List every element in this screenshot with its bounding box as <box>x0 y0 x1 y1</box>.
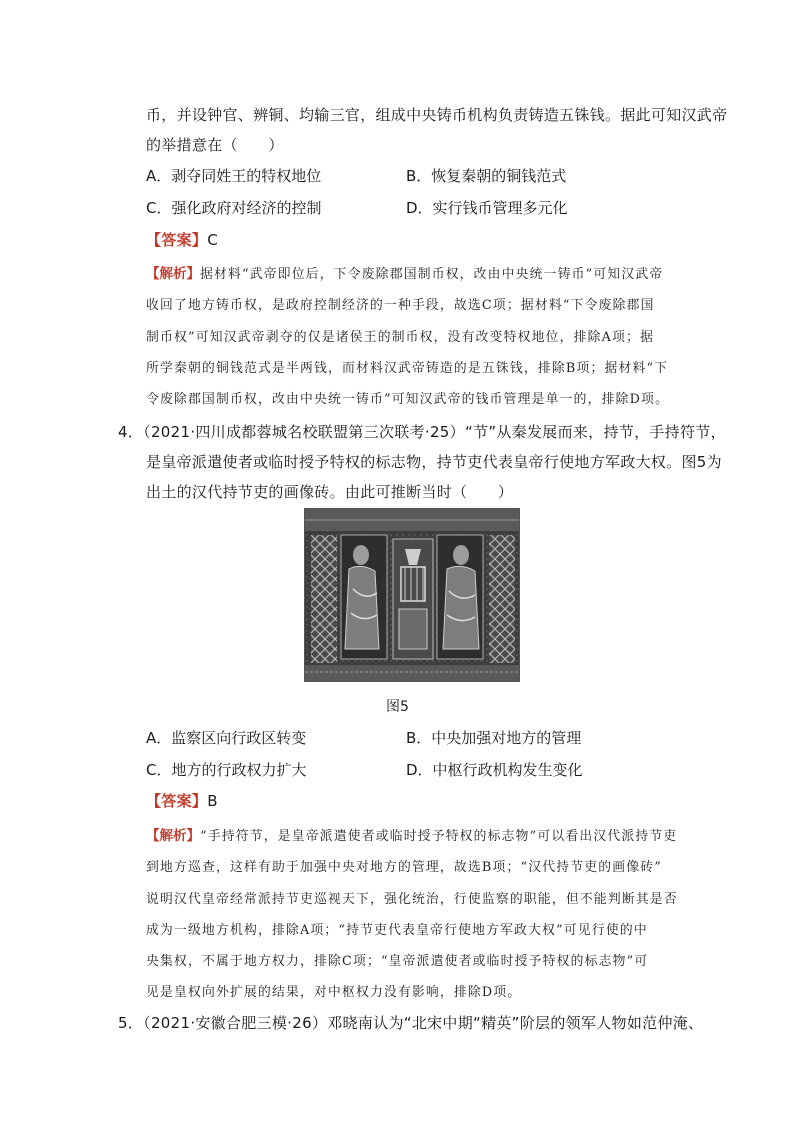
q3-option-c: C．强化政府对经济的控制 <box>146 199 322 217</box>
answer-tag: 【答案】 <box>146 231 208 249</box>
q3-explanation-line-1 <box>146 262 663 282</box>
q3-stem-line-1: 币，并设钟官、辨铜、均输三官，组成中央铸币机构负责铸造五铢钱。据此可知汉武帝 <box>146 106 728 124</box>
q4-stem-line-2: 是皇帝派遣使者或临时授予特权的标志物，持节吏代表皇帝行使地方军政大权。图5为 <box>146 453 722 471</box>
explanation-text: 据材料“武帝即位后，下令废除郡国制币权，改由中央统一铸币”可知汉武帝 <box>200 267 664 282</box>
q4-explanation-line-5: 央集权，不属于地方权力，排除C项；“皇帝派遣使者或临时授予特权的标志物”可 <box>146 954 649 969</box>
q4-explanation-line-3: 说明汉代皇帝经常派持节吏巡视天下，强化统治，行使监察的职能，但不能判断其是否 <box>146 892 678 907</box>
han-dynasty-brick-relief-image <box>304 508 520 682</box>
q3-option-d: D．实行钱币管理多元化 <box>406 199 568 217</box>
q4-explanation-line-4: 成为一级地方机构，排除A项；“持节吏代表皇帝行使地方军政大权”可见行使的中 <box>146 923 648 938</box>
explanation-tag: 【解析】 <box>146 828 200 844</box>
q3-option-a: A．剥夺同姓王的特权地位 <box>146 167 322 185</box>
q3-option-b: B．恢复秦朝的铜钱范式 <box>406 167 567 185</box>
q3-explanation-line-5: 令废除郡国制币权，改由中央统一铸币”可知汉武帝的钱币管理是单一的，排除D项。 <box>146 392 670 407</box>
q3-answer <box>146 229 218 250</box>
q4-option-a: A．监察区向行政区转变 <box>146 729 307 747</box>
q4-stem-line-1: 4．（2021·四川成都蓉城名校联盟第三次联考·25）“节”从秦发展而来，持节，手持符节， <box>118 423 726 441</box>
brick-relief-drawing <box>305 509 520 682</box>
q4-option-d: D．中枢行政机构发生变化 <box>406 761 583 779</box>
q3-stem-line-2: 的举措意在（ ） <box>146 136 284 154</box>
answer-value: C <box>207 231 218 249</box>
answer-value: B <box>207 792 218 810</box>
q5-stem-line-1: 5．（2021·安徽合肥三模·26）邓晓南认为“北宋中期“精英”阶层的领军人物如范仲淹、 <box>118 1014 704 1032</box>
q4-answer <box>146 790 218 811</box>
q3-explanation-line-2: 收回了地方铸币权，是政府控制经济的一种手段，故选C项；据材料“下令废除郡国 <box>146 298 655 313</box>
answer-tag: 【答案】 <box>146 792 208 810</box>
q4-stem-line-3: 出土的汉代持节吏的画像砖。由此可推断当时（ ） <box>146 483 514 501</box>
q4-explanation-line-2: 到地方巡查，这样有助于加强中央对地方的管理，故选B项；“汉代持节吏的画像砖” <box>146 860 662 875</box>
q4-option-c: C．地方的行政权力扩大 <box>146 761 307 779</box>
explanation-tag: 【解析】 <box>146 266 200 282</box>
q4-explanation-line-6: 见是皇权向外扩展的结果，对中枢权力没有影响，排除D项。 <box>146 985 522 1000</box>
figure-caption: 图5 <box>386 699 409 715</box>
q3-explanation-line-4: 所学秦朝的铜钱范式是半两钱，而材料汉武帝铸造的是五铢钱，排除B项；据材料“下 <box>146 361 669 376</box>
q4-explanation-line-1 <box>146 824 677 844</box>
q4-option-b: B．中央加强对地方的管理 <box>406 729 582 747</box>
explanation-text: “手持符节，是皇帝派遣使者或临时授予特权的标志物”可以看出汉代派持节吏 <box>200 829 678 844</box>
q3-explanation-line-3: 制币权”可知汉武帝剥夺的仅是诸侯王的制币权，没有改变特权地位，排除A项；据 <box>146 330 655 345</box>
